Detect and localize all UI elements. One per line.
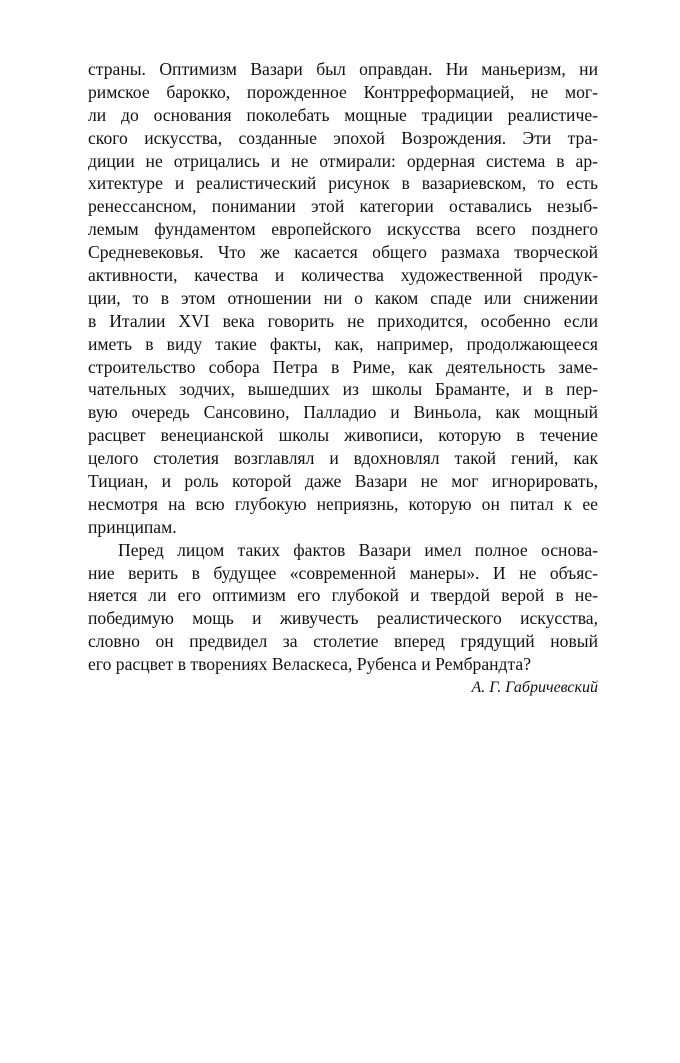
text-line: хитектуре и реалистический рисунок в вазариевском, то есть <box>88 173 598 194</box>
text-line: диции не отрицались и не отмирали: ордерная система в ар- <box>88 150 598 171</box>
text-line: расцвет венецианской школы живописи, которую в течение <box>88 425 598 446</box>
paragraph-1 <box>88 58 598 539</box>
text-line: ли до основания поколебать мощные традиции реалистиче- <box>88 104 598 125</box>
text-line: ции, то в этом отношении ни о каком спаде или снижении <box>88 287 598 308</box>
text-line: ние верить в будущее «современной манеры». И не объяс- <box>88 562 598 583</box>
text-line: Перед лицом таких фактов Вазари имел полное основа- <box>118 539 598 560</box>
text-line: целого столетия возглавлял и вдохновлял такой гений, как <box>88 448 598 469</box>
text-line: чательных зодчих, вышедших из школы Браманте, и в пер- <box>88 379 598 400</box>
text-line: Средневековья. Что же касается общего размаха творческой <box>88 242 598 263</box>
paragraph-2 <box>88 539 598 676</box>
page-text <box>88 58 598 700</box>
text-line: принципам. <box>88 516 177 537</box>
text-line: няется ли его оптимизм его глубокой и твердой верой в не- <box>88 585 598 606</box>
text-line: словно он предвидел за столетие вперед грядущий новый <box>88 631 598 652</box>
text-line: римское барокко, порожденное Контрреформацией, не мог- <box>88 81 598 102</box>
text-line: в Италии XVI века говорить не приходится, особенно если <box>88 310 598 331</box>
text-line: несмотря на всю глубокую неприязнь, которую он питал к ее <box>88 493 598 514</box>
text-line: страны. Оптимизм Вазари был оправдан. Ни маньеризм, ни <box>88 59 598 79</box>
text-line: ренессансном, понимании этой категории оставались незыб- <box>88 196 598 217</box>
text-line: лемым фундаментом европейского искусства всего позднего <box>88 219 598 240</box>
text-line: Тициан, и роль которой даже Вазари не мог игнорировать, <box>88 471 598 492</box>
text-line: активности, качества и количества художественной продук- <box>88 265 598 286</box>
author-signature: А. Г. Габричевский <box>471 679 598 697</box>
text-line: ского искусства, созданные эпохой Возрождения. Эти тра- <box>88 127 598 148</box>
text-line: его расцвет в творениях Веласкеса, Рубенса и Рембрандта? <box>88 654 532 675</box>
text-line: иметь в виду такие факты, как, например, продолжающееся <box>88 333 598 354</box>
text-line: вую очередь Сансовино, Палладио и Виньола, как мощный <box>88 402 598 423</box>
text-line: победимую мощь и живучесть реалистического искусства, <box>88 608 598 629</box>
text-line: строительство собора Петра в Риме, как деятельность заме- <box>88 356 598 377</box>
